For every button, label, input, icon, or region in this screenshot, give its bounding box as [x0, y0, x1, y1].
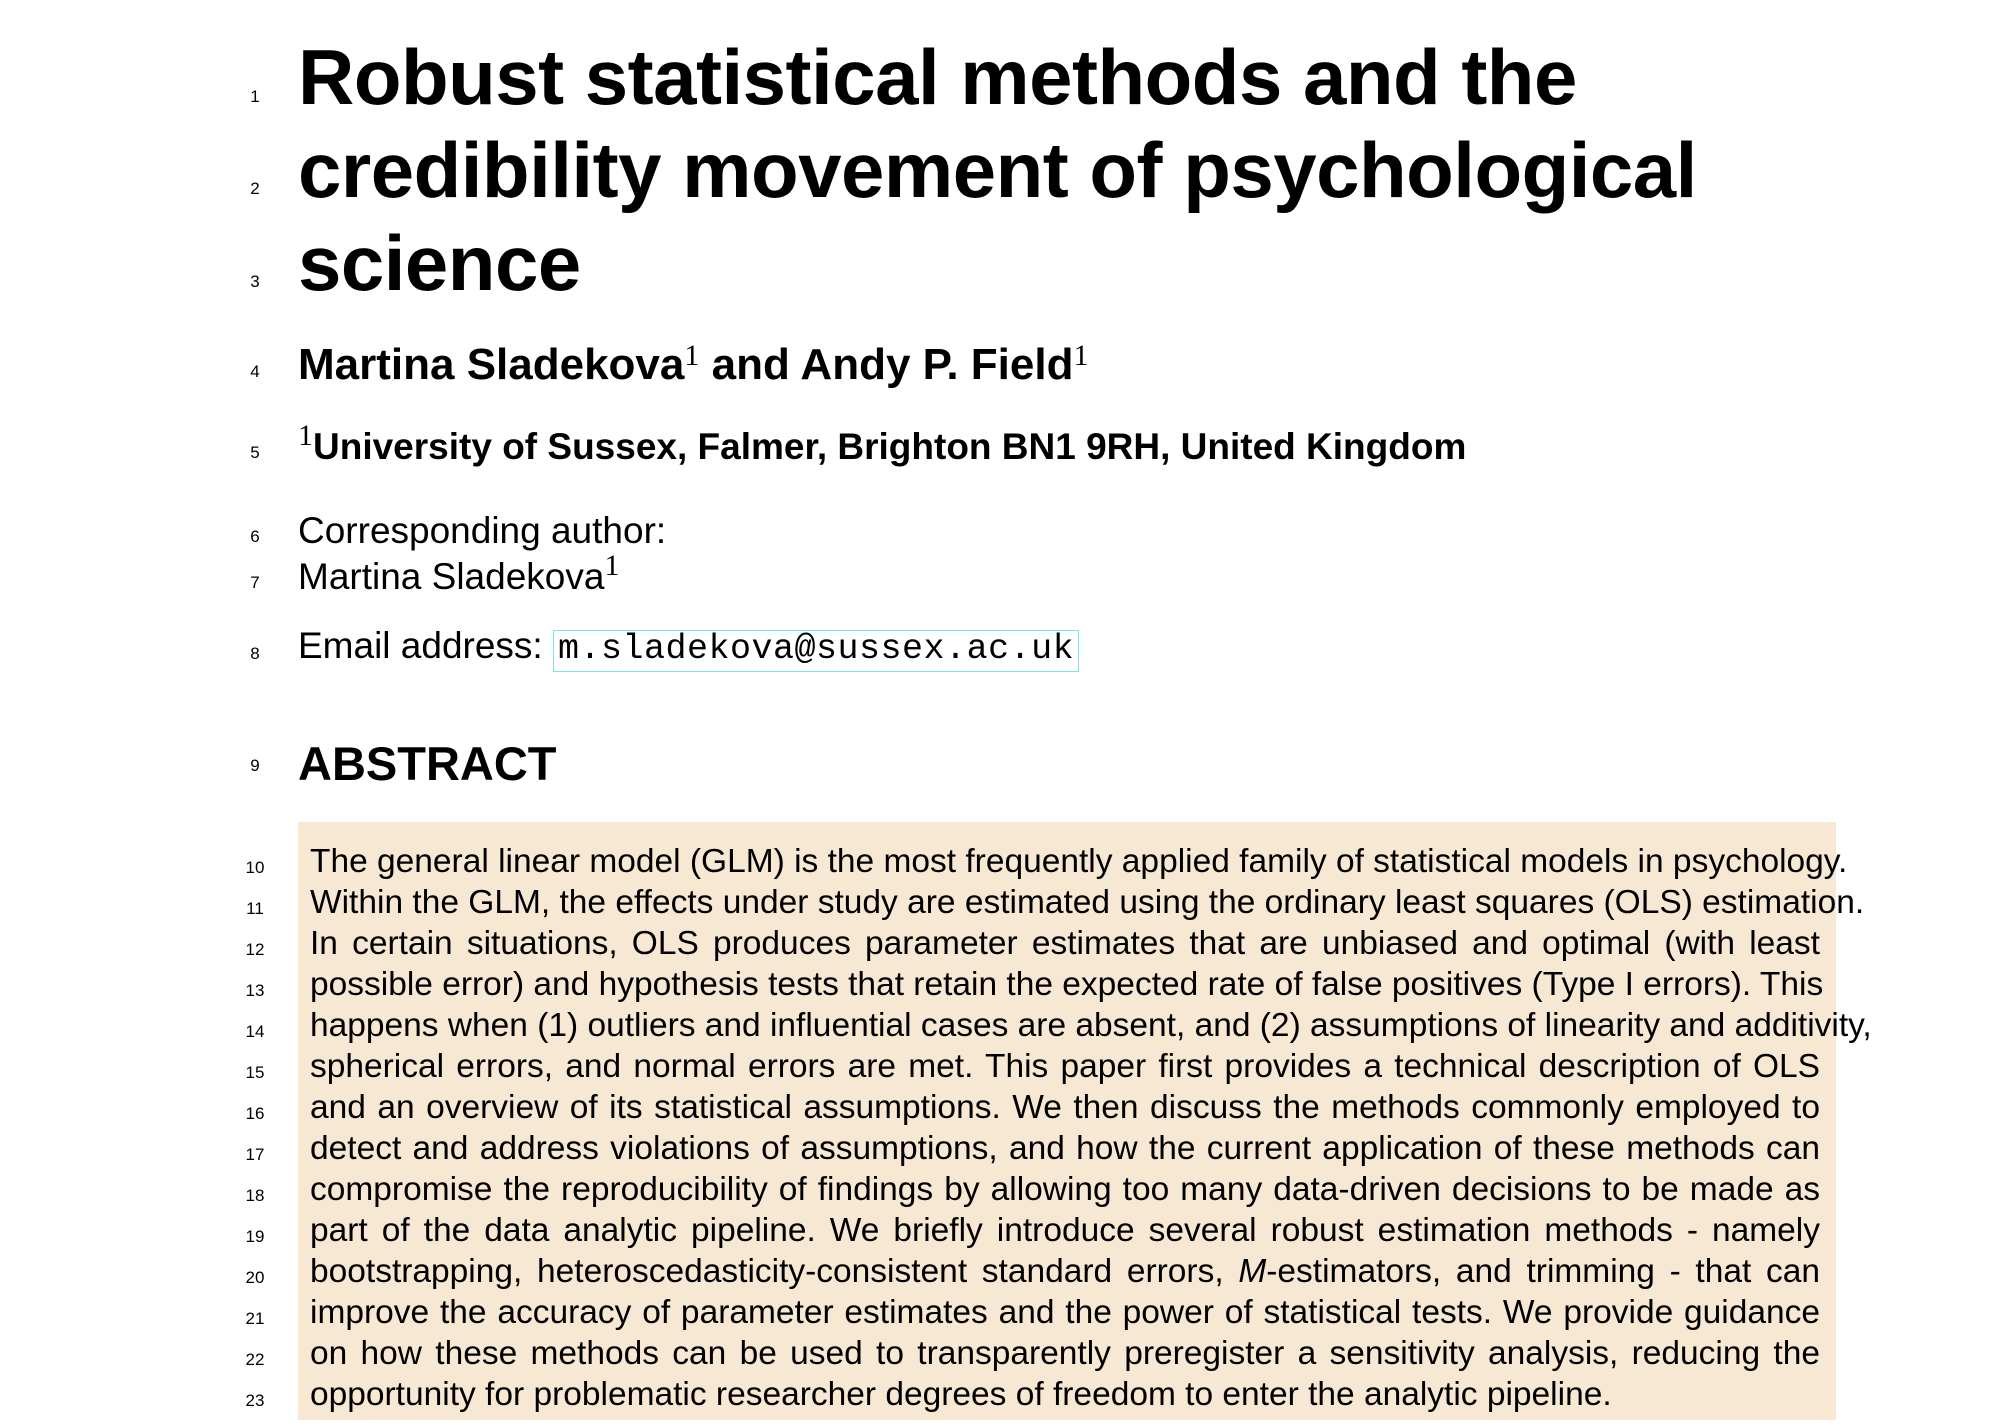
abstract-line: In certain situations, OLS produces parameter estimates that are unbiased and optimal (with least [310, 925, 1820, 962]
line-number: 18 [245, 1186, 265, 1205]
line-number: 9 [250, 756, 260, 775]
email-label: Email address: [298, 625, 553, 666]
affiliation-marker: 1 [1073, 339, 1089, 372]
paper-title-line: Robust statistical methods and the [298, 33, 1577, 121]
line-number: 4 [250, 362, 260, 381]
line-number: 22 [245, 1350, 265, 1369]
line-number: 16 [245, 1104, 265, 1123]
author-list [298, 339, 1089, 389]
line-number: 13 [245, 981, 265, 1000]
abstract-line: compromise the reproducibility of findings by allowing too many data-driven decisions to be made as [310, 1171, 1820, 1208]
abstract-line: part of the data analytic pipeline. We briefly introduce several robust estimation methods - namely [310, 1212, 1820, 1249]
line-number: 6 [250, 527, 260, 546]
line-number: 23 [245, 1391, 265, 1410]
corresponding-label: Corresponding author: [298, 510, 667, 551]
abstract-italic-m: M [1238, 1253, 1267, 1290]
line-number: 1 [250, 87, 260, 106]
email-line [298, 627, 1079, 672]
line-number: 2 [250, 179, 260, 198]
corresponding-name: Martina Sladekova [298, 556, 605, 597]
abstract-line: happens when (1) outliers and influential cases are absent, and (2) assumptions of linearity and additivity, [310, 1007, 1872, 1044]
abstract-line [310, 1255, 1820, 1289]
affiliation-marker: 1 [604, 549, 620, 582]
author-name: Martina Sladekova [298, 340, 685, 389]
email-link[interactable]: m.sladekova@sussex.ac.uk [553, 630, 1079, 672]
line-number: 11 [246, 899, 264, 918]
line-number: 14 [245, 1022, 265, 1041]
line-number: 10 [245, 858, 265, 877]
abstract-line: spherical errors, and normal errors are met. This paper first provides a technical description of OLS [310, 1048, 1820, 1085]
affiliation-marker: 1 [684, 339, 700, 372]
line-number: 7 [250, 573, 260, 592]
line-number: 5 [250, 443, 260, 462]
corresponding-name-line [298, 549, 620, 597]
abstract-line: detect and address violations of assumptions, and how the current application of these methods can [310, 1130, 1820, 1167]
affiliation-marker: 1 [298, 419, 313, 452]
abstract-line: The general linear model (GLM) is the most frequently applied family of statistical models in psychology. [310, 843, 1848, 880]
line-number: 19 [245, 1227, 265, 1246]
line-number: 17 [245, 1145, 265, 1164]
abstract-line: possible error) and hypothesis tests that retain the expected rate of false positives (Type I errors). This [310, 966, 1824, 1003]
paper-title-line: science [298, 219, 581, 307]
author-connector: and [699, 340, 801, 389]
abstract-text: -estimators, and trimming - that can [1266, 1253, 1821, 1290]
line-number: 20 [245, 1268, 265, 1287]
line-number: 12 [245, 940, 265, 959]
line-number: 15 [245, 1063, 265, 1082]
abstract-line: Within the GLM, the effects under study are estimated using the ordinary least squares (OLS) estimation. [310, 884, 1865, 921]
abstract-line: on how these methods can be used to transparently preregister a sensitivity analysis, reducing the [310, 1335, 1820, 1372]
affiliation [298, 419, 1467, 467]
line-number: 21 [245, 1309, 265, 1328]
abstract-text: bootstrapping, heteroscedasticity-consistent standard errors, [310, 1253, 1239, 1290]
affiliation-text: University of Sussex, Falmer, Brighton BN1 9RH, United Kingdom [313, 426, 1467, 467]
paper-title-line: credibility movement of psychological [298, 126, 1697, 214]
line-number: 8 [250, 644, 260, 663]
author-name: Andy P. Field [800, 340, 1074, 389]
abstract-line: improve the accuracy of parameter estimates and the power of statistical tests. We provide guidance [310, 1294, 1820, 1331]
abstract-heading: ABSTRACT [298, 737, 557, 790]
line-number: 3 [250, 272, 260, 291]
abstract-line: and an overview of its statistical assumptions. We then discuss the methods commonly employed to [310, 1089, 1820, 1126]
abstract-line: opportunity for problematic researcher degrees of freedom to enter the analytic pipeline. [310, 1376, 1612, 1413]
